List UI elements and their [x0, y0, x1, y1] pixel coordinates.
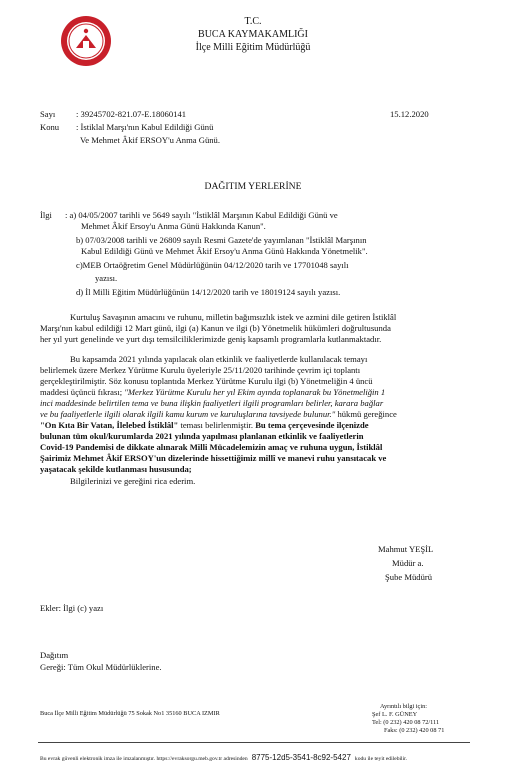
footer-info-tel: Tel: (0 232) 420 08 72/111 — [372, 719, 440, 726]
p2-line2: belirlemek üzere Merkez Yürütme Kurulu üyeleriyle 25/11/2020 tarihinde çevrim içi toplantı — [40, 365, 361, 375]
header-country: T.C. — [244, 16, 262, 27]
ilgi-c-line1: c)MEB Ortaöğretim Genel Müdürlüğünün 04/12/2020 tarih ve 17701048 sayılı — [76, 260, 349, 270]
document-date: 15.12.2020 — [390, 109, 429, 119]
konu-label: Konu — [40, 122, 60, 132]
verify-prefix: Bu evrak güvenli elektronik imza ile imzalanmıştır. https://evraksorgu.meb.gov.tr adresinden — [40, 756, 248, 762]
dagitim-label: Dağıtım — [40, 650, 69, 660]
distribution-title: DAĞITIM YERLERİNE — [204, 181, 302, 192]
ilgi-b-line1: b) 07/03/2008 tarihli ve 26809 sayılı Resmi Gazete'de yayımlanan "İstiklâl Marşının — [76, 235, 367, 245]
p2-bold-line4: Şairimiz Mehmet Âkif ERSOY'un dizelerinde hissettiğimiz millî ve manevi ruhu yansıtacak ve — [40, 453, 387, 463]
header-office: BUCA KAYMAKAMLIĞI — [198, 29, 308, 40]
p2-bold-start: Bu tema çerçevesinde ilçenizde — [255, 420, 369, 430]
ilgi-b-line2: Kabul Edildiği Günü ve Mehmet Âkif Ersoy'u Anma Günü Hakkında Yönetmelik". — [81, 246, 368, 256]
p2-line4a: maddesi üçüncü fıkrası; — [40, 387, 123, 397]
ilgi-c-line2: yazısı. — [95, 273, 118, 283]
footer-address: Buca İlçe Milli Eğitim Müdürlüğü 75 Sokak No1 35160 BUCA IZMIR — [40, 710, 220, 717]
p2-quote-line2: inci maddesinde belirtilen tema ve buna ilişkin faaliyetleri ilgili programları belirler, karara bağlar — [40, 398, 384, 408]
ilgi-label: İlgi — [40, 210, 52, 220]
footer-info-sef: Şef L. F. GÜNEY — [372, 711, 418, 718]
p2-bold-line5: yaşatacak şekilde kutlanması hususunda; — [40, 464, 192, 474]
sayi-value: : 39245702-821.07-E.18060141 — [76, 109, 187, 119]
p2-theme-suffix: teması belirlenmiştir. — [180, 420, 254, 430]
konu-line1: : İstiklal Marşı'nın Kabul Edildiği Günü — [76, 122, 214, 132]
p2-hukmu: hükmü gereğince — [337, 409, 397, 419]
signer-title2: Şube Müdürü — [385, 572, 433, 582]
footer-info-faks: Faks: (0 232) 420 08 71 — [384, 727, 445, 734]
p2-theme: "On Kıta Bir Vatan, İlelebed İstiklâl" — [40, 420, 179, 430]
konu-line2: Ve Mehmet Âkif ERSOY'u Anma Günü. — [80, 135, 220, 145]
closing-line: Bilgilerinizi ve gereğini rica ederim. — [70, 476, 196, 486]
ekler: Ekler: İlgi (c) yazı — [40, 603, 104, 613]
ilgi-d: d) İl Milli Eğitim Müdürlüğünün 14/12/2020 tarih ve 18019124 sayılı yazısı. — [76, 287, 341, 297]
p2-bold-line2: bulunan tüm okul/kurumlarda 2021 yılında yapılması planlanan etkinlik ve faaliyetlerin — [40, 431, 364, 441]
verify-suffix: kodu ile teyit edilebilir. — [354, 756, 408, 762]
signer-title1: Müdür a. — [392, 558, 424, 568]
dagitim-gereği: Gereği: Tüm Okul Müdürlüklerine. — [40, 662, 162, 672]
footer-info-title: Ayrıntılı bilgi için: — [380, 703, 427, 710]
ilgi-a-line2: Mehmet Âkif Ersoy'u Anma Günü Hakkında Kanun". — [81, 221, 266, 231]
p2-bold-line3: Covid-19 Pandemisi de dikkate alınarak Milli Mücadelemizin amaç ve ruhuna uygun, İstiklâl — [40, 442, 383, 452]
header-directorate: İlçe Milli Eğitim Müdürlüğü — [195, 42, 311, 53]
p2-line1: Bu kapsamda 2021 yılında yapılacak olan etkinlik ve faaliyetlerde kullanılacak temayı — [70, 354, 368, 364]
footer-divider — [38, 742, 470, 743]
p1-line1: Kurtuluş Savaşının amacını ve ruhunu, milletin bağımsızlık istek ve azmini dile getiren İstiklâl — [70, 312, 397, 322]
p1-line2: Marşı'nın kabul edildiği 12 Mart günü, ilgi (a) Kanun ve ilgi (b) Yönetmelik hükümleri doğrultusunda — [40, 323, 391, 333]
p2-line3: gerçekleştirilmiştir. Söz konusu toplantıda Merkez Yürütme Kurulu ilgi (b) Yönetmeliğin 4 üncü — [40, 376, 373, 386]
sayi-label: Sayı — [40, 109, 56, 119]
p1-line3: her yıl yurt genelinde ve yurt dışı temsilciliklerimizde geniş kapsamlı programlarla kutlanmaktadır. — [40, 334, 382, 344]
p2-quote-line3: ve bu faaliyetlerle ilgili olarak ilgili kamu kurum ve kuruluşlarına tavsiyede bulunur." — [40, 409, 336, 419]
signer-name: Mahmut YEŞİL — [378, 544, 434, 554]
p2-quote-line1: "Merkez Yürütme Kurulu her yıl Ekim ayında toplanarak bu Yönetmeliğin 1 — [124, 387, 386, 397]
ilgi-a-line1: : a) 04/05/2007 tarihli ve 5649 sayılı "İstiklâl Marşının Kabul Edildiği Günü ve — [65, 210, 338, 220]
verify-code[interactable]: 8775-12d5-3541-8c92-5427 — [251, 753, 351, 762]
